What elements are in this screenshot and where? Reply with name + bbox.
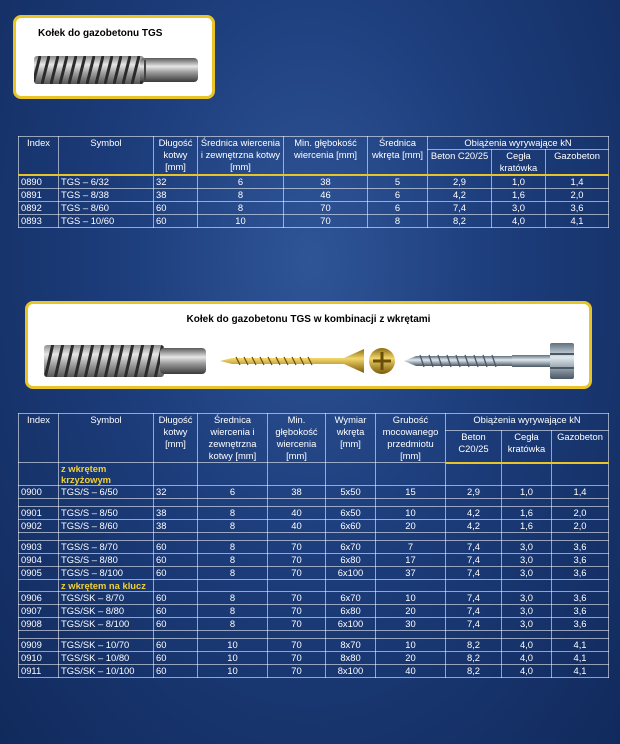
cell-concrete: 7,4 (446, 541, 502, 554)
group-heading-row (19, 463, 609, 486)
cell-screw: 6x100 (326, 567, 376, 580)
cell-empty (198, 499, 268, 507)
cell-index: 0902 (19, 520, 59, 533)
cell-drill: 10 (198, 665, 268, 678)
header-aerated: Gazobeton (552, 430, 609, 462)
cell-concrete: 7,4 (446, 554, 502, 567)
cell-drill: 6 (198, 486, 268, 499)
cell-length: 60 (154, 639, 198, 652)
cell-empty (502, 463, 552, 486)
cell-screw: 6 (368, 202, 428, 215)
cell-symbol: TGS/S – 8/80 (59, 554, 154, 567)
cell-empty (326, 463, 376, 486)
cell-empty (502, 580, 552, 592)
cell-thick: 20 (376, 652, 446, 665)
header-concrete: Beton C20/25 (428, 150, 492, 176)
spacer-row (19, 533, 609, 541)
cell-empty (552, 631, 609, 639)
cell-empty (446, 533, 502, 541)
table-row (19, 520, 609, 533)
cell-aerated: 4,1 (552, 665, 609, 678)
cell-length: 60 (154, 652, 198, 665)
cell-empty (154, 580, 198, 592)
cell-screw: 5x50 (326, 486, 376, 499)
cell-empty (19, 463, 59, 486)
cell-concrete: 2,9 (428, 175, 492, 189)
cell-empty (268, 499, 326, 507)
cell-brick: 3,0 (502, 592, 552, 605)
cell-brick: 1,0 (492, 175, 546, 189)
cell-length: 60 (154, 605, 198, 618)
cell-empty (198, 463, 268, 486)
cell-empty (198, 533, 268, 541)
cell-concrete: 4,2 (446, 507, 502, 520)
cell-symbol: TGS – 10/60 (59, 215, 154, 228)
cell-aerated: 2,0 (552, 520, 609, 533)
cell-empty (552, 463, 609, 486)
group-heading-row (19, 580, 609, 592)
cell-brick: 4,0 (502, 652, 552, 665)
cell-drill: 8 (198, 618, 268, 631)
cell-depth: 70 (268, 618, 326, 631)
cell-concrete: 2,9 (446, 486, 502, 499)
cell-length: 38 (154, 189, 198, 202)
cell-depth: 70 (284, 202, 368, 215)
header-screw-diameter: Średnica wkręta [mm] (368, 137, 428, 176)
cell-empty (552, 499, 609, 507)
cell-depth: 70 (268, 592, 326, 605)
header-length: Długość kotwy [mm] (154, 414, 198, 463)
cell-aerated: 3,6 (552, 554, 609, 567)
cell-aerated: 4,1 (552, 639, 609, 652)
cell-empty (326, 533, 376, 541)
cell-index: 0900 (19, 486, 59, 499)
hex-screw-image (404, 343, 574, 379)
cell-aerated: 3,6 (552, 605, 609, 618)
cell-empty (376, 463, 446, 486)
cell-depth: 70 (268, 554, 326, 567)
product-card-tgs-combo (25, 301, 592, 389)
product-card-tgs (13, 15, 215, 99)
header-min-depth: Min. głębokość wiercenia [mm] (284, 137, 368, 176)
cell-thick: 15 (376, 486, 446, 499)
cell-depth: 40 (268, 520, 326, 533)
cell-depth: 38 (268, 486, 326, 499)
cell-drill: 8 (198, 189, 284, 202)
cell-empty (376, 499, 446, 507)
cell-empty (552, 580, 609, 592)
header-brick: Cegła kratówka (502, 430, 552, 462)
header-concrete: Beton C20/25 (446, 430, 502, 462)
header-thickness: Grubość mocowanego przedmiotu [mm] (376, 414, 446, 463)
cell-empty (446, 631, 502, 639)
cell-aerated: 3,6 (546, 202, 609, 215)
cell-empty (446, 463, 502, 486)
cell-index: 0892 (19, 202, 59, 215)
wood-screw-image (220, 348, 395, 374)
cell-empty (154, 499, 198, 507)
spacer-row (19, 499, 609, 507)
cell-symbol: TGS/SK – 10/70 (59, 639, 154, 652)
cell-empty (446, 580, 502, 592)
cell-aerated: 1,4 (546, 175, 609, 189)
cell-concrete: 8,2 (428, 215, 492, 228)
table-row (19, 507, 609, 520)
cell-screw: 6x50 (326, 507, 376, 520)
cell-depth: 70 (268, 652, 326, 665)
cell-symbol: TGS/SK – 8/70 (59, 592, 154, 605)
cell-index: 0893 (19, 215, 59, 228)
cell-concrete: 8,2 (446, 665, 502, 678)
cell-empty (502, 631, 552, 639)
cell-symbol: TGS/SK – 10/80 (59, 652, 154, 665)
cell-index: 0908 (19, 618, 59, 631)
cell-depth: 38 (284, 175, 368, 189)
cell-drill: 6 (198, 175, 284, 189)
cell-empty (19, 533, 59, 541)
table-row (19, 567, 609, 580)
cell-length: 60 (154, 592, 198, 605)
cell-thick: 40 (376, 665, 446, 678)
cell-depth: 70 (284, 215, 368, 228)
cell-aerated: 4,1 (552, 652, 609, 665)
cell-empty (19, 499, 59, 507)
cell-index: 0903 (19, 541, 59, 554)
cell-aerated: 3,6 (552, 618, 609, 631)
cell-empty (154, 631, 198, 639)
cell-index: 0911 (19, 665, 59, 678)
cell-brick: 1,0 (502, 486, 552, 499)
cell-brick: 1,6 (502, 507, 552, 520)
cell-concrete: 7,4 (446, 567, 502, 580)
cell-symbol: TGS/SK – 10/100 (59, 665, 154, 678)
cell-symbol: TGS/S – 6/50 (59, 486, 154, 499)
cell-index: 0904 (19, 554, 59, 567)
cell-empty (376, 631, 446, 639)
cell-thick: 30 (376, 618, 446, 631)
table-row (19, 189, 609, 202)
cell-length: 60 (154, 665, 198, 678)
cell-symbol: TGS/S – 8/50 (59, 507, 154, 520)
cell-brick: 4,0 (492, 215, 546, 228)
cell-drill: 8 (198, 592, 268, 605)
cell-screw: 6x80 (326, 605, 376, 618)
cell-brick: 4,0 (502, 665, 552, 678)
cell-empty (376, 533, 446, 541)
header-length: Długość kotwy [mm] (154, 137, 198, 176)
cell-empty (268, 631, 326, 639)
cell-concrete: 7,4 (446, 605, 502, 618)
cell-symbol: TGS/SK – 8/100 (59, 618, 154, 631)
cell-aerated: 2,0 (546, 189, 609, 202)
anchor-image (44, 345, 206, 377)
card-title: Kołek do gazobetonu TGS (38, 28, 163, 39)
table-row (19, 618, 609, 631)
header-brick: Cegła kratówka (492, 150, 546, 176)
cell-depth: 70 (268, 605, 326, 618)
cell-symbol: TGS – 6/32 (59, 175, 154, 189)
anchor-image (32, 52, 202, 88)
group-label: z wkrętem na klucz (59, 580, 154, 592)
cell-length: 32 (154, 175, 198, 189)
table-row (19, 592, 609, 605)
cell-empty (326, 499, 376, 507)
cell-length: 38 (154, 520, 198, 533)
cell-concrete: 8,2 (446, 652, 502, 665)
table-row (19, 202, 609, 215)
cell-drill: 10 (198, 215, 284, 228)
cell-drill: 8 (198, 605, 268, 618)
cell-aerated: 3,6 (552, 567, 609, 580)
cell-symbol: TGS/S – 8/60 (59, 520, 154, 533)
cell-depth: 70 (268, 541, 326, 554)
cell-empty (59, 631, 154, 639)
table-row (19, 665, 609, 678)
header-drill-diameter: Średnica wiercenia i zewnętrzna kotwy [mm] (198, 137, 284, 176)
header-symbol: Symbol (59, 137, 154, 176)
cell-length: 32 (154, 486, 198, 499)
table-row (19, 215, 609, 228)
cell-aerated: 1,4 (552, 486, 609, 499)
table-row (19, 605, 609, 618)
cell-brick: 3,0 (492, 202, 546, 215)
cell-length: 60 (154, 202, 198, 215)
cell-symbol: TGS/S – 8/70 (59, 541, 154, 554)
cell-screw: 6x100 (326, 618, 376, 631)
cell-drill: 8 (198, 567, 268, 580)
cell-brick: 3,0 (502, 605, 552, 618)
cell-empty (268, 463, 326, 486)
cell-screw: 8 (368, 215, 428, 228)
cell-screw: 5 (368, 175, 428, 189)
header-screw-size: Wymiar wkręta [mm] (326, 414, 376, 463)
cell-index: 0891 (19, 189, 59, 202)
cell-brick: 3,0 (502, 554, 552, 567)
cell-empty (502, 533, 552, 541)
cell-brick: 3,0 (502, 567, 552, 580)
table-row (19, 486, 609, 499)
cell-drill: 10 (198, 652, 268, 665)
cell-screw: 8x70 (326, 639, 376, 652)
cell-symbol: TGS – 8/60 (59, 202, 154, 215)
cell-aerated: 3,6 (552, 541, 609, 554)
table-tgs-combo (18, 413, 609, 678)
table-row (19, 652, 609, 665)
cell-screw: 6 (368, 189, 428, 202)
cell-concrete: 4,2 (446, 520, 502, 533)
cell-empty (59, 533, 154, 541)
header-drill-diameter: Średnica wiercenia i zewnętrzna kotwy [mm] (198, 414, 268, 463)
cell-symbol: TGS/SK – 8/80 (59, 605, 154, 618)
cell-thick: 10 (376, 507, 446, 520)
cell-empty (552, 533, 609, 541)
table-row (19, 541, 609, 554)
cell-brick: 4,0 (502, 639, 552, 652)
cell-length: 60 (154, 618, 198, 631)
cell-concrete: 7,4 (428, 202, 492, 215)
cell-screw: 6x60 (326, 520, 376, 533)
cell-index: 0901 (19, 507, 59, 520)
cell-empty (502, 499, 552, 507)
cell-length: 60 (154, 554, 198, 567)
cell-length: 60 (154, 567, 198, 580)
header-index: Index (19, 414, 59, 463)
cell-index: 0909 (19, 639, 59, 652)
cell-empty (198, 580, 268, 592)
table-row (19, 175, 609, 189)
cell-drill: 8 (198, 507, 268, 520)
cell-screw: 6x70 (326, 592, 376, 605)
cell-index: 0906 (19, 592, 59, 605)
cell-brick: 3,0 (502, 541, 552, 554)
cell-thick: 37 (376, 567, 446, 580)
card-title: Kołek do gazobetonu TGS w kombinacji z wkrętami (186, 314, 431, 325)
cell-empty (154, 463, 198, 486)
cell-thick: 10 (376, 592, 446, 605)
header-symbol: Symbol (59, 414, 154, 463)
cell-empty (154, 533, 198, 541)
header-aerated: Gazobeton (546, 150, 609, 176)
cell-drill: 10 (198, 639, 268, 652)
header-index: Index (19, 137, 59, 176)
cell-empty (59, 499, 154, 507)
cell-empty (446, 499, 502, 507)
cell-length: 38 (154, 507, 198, 520)
cell-brick: 3,0 (502, 618, 552, 631)
cell-empty (326, 631, 376, 639)
cell-empty (376, 580, 446, 592)
cell-aerated: 2,0 (552, 507, 609, 520)
cell-thick: 20 (376, 605, 446, 618)
header-loads: Obiążenia wyrywające kN (428, 137, 609, 150)
table-tgs (18, 136, 609, 228)
cell-symbol: TGS/S – 8/100 (59, 567, 154, 580)
cell-index: 0905 (19, 567, 59, 580)
cell-depth: 70 (268, 665, 326, 678)
cell-concrete: 7,4 (446, 592, 502, 605)
cell-drill: 8 (198, 202, 284, 215)
cell-length: 60 (154, 541, 198, 554)
cell-brick: 1,6 (492, 189, 546, 202)
cell-drill: 8 (198, 520, 268, 533)
cell-index: 0907 (19, 605, 59, 618)
cell-depth: 46 (284, 189, 368, 202)
cell-concrete: 4,2 (428, 189, 492, 202)
cell-screw: 6x80 (326, 554, 376, 567)
cell-screw: 8x100 (326, 665, 376, 678)
cell-index: 0910 (19, 652, 59, 665)
products-illustration (44, 339, 584, 383)
cell-empty (19, 580, 59, 592)
cell-symbol: TGS – 8/38 (59, 189, 154, 202)
cell-empty (19, 631, 59, 639)
cell-brick: 1,6 (502, 520, 552, 533)
header-loads: Obiążenia wyrywające kN (446, 414, 609, 431)
cell-drill: 8 (198, 541, 268, 554)
cell-empty (198, 631, 268, 639)
cell-drill: 8 (198, 554, 268, 567)
cell-aerated: 3,6 (552, 592, 609, 605)
header-min-depth: Min. głębokość wiercenia [mm] (268, 414, 326, 463)
cell-concrete: 8,2 (446, 639, 502, 652)
cell-aerated: 4,1 (546, 215, 609, 228)
cell-thick: 7 (376, 541, 446, 554)
group-label: z wkrętem krzyżowym (59, 463, 154, 486)
cell-thick: 17 (376, 554, 446, 567)
cell-screw: 6x70 (326, 541, 376, 554)
cell-depth: 70 (268, 639, 326, 652)
cell-depth: 70 (268, 567, 326, 580)
spacer-row (19, 631, 609, 639)
cell-empty (268, 533, 326, 541)
cell-empty (268, 580, 326, 592)
cell-depth: 40 (268, 507, 326, 520)
cell-thick: 20 (376, 520, 446, 533)
cell-empty (326, 580, 376, 592)
cell-length: 60 (154, 215, 198, 228)
table-row (19, 554, 609, 567)
cell-index: 0890 (19, 175, 59, 189)
cell-thick: 10 (376, 639, 446, 652)
table-row (19, 639, 609, 652)
cell-screw: 8x80 (326, 652, 376, 665)
cell-concrete: 7,4 (446, 618, 502, 631)
